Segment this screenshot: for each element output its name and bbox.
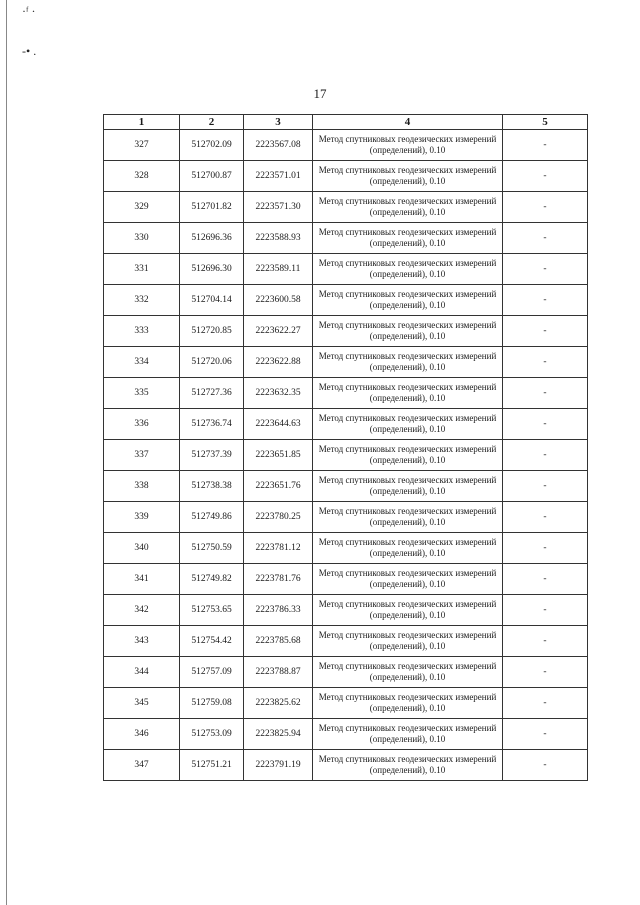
method-cell: Метод спутниковых геодезических измерений (определений), 0.10 [313,502,503,533]
point-number-cell: 332 [104,285,180,316]
x-coordinate-cell: 512737.39 [180,440,244,471]
point-number-cell: 338 [104,471,180,502]
x-coordinate-cell: 512702.09 [180,130,244,161]
description-cell: - [503,564,588,595]
description-cell: - [503,223,588,254]
table-row [104,161,588,192]
method-cell: Метод спутниковых геодезических измерений (определений), 0.10 [313,471,503,502]
table-row [104,192,588,223]
y-coordinate-cell: 2223589.11 [244,254,313,285]
method-cell: Метод спутниковых геодезических измерений (определений), 0.10 [313,192,503,223]
method-cell: Метод спутниковых геодезических измерений (определений), 0.10 [313,595,503,626]
table-row [104,316,588,347]
y-coordinate-cell: 2223651.85 [244,440,313,471]
y-coordinate-cell: 2223632.35 [244,378,313,409]
point-number-cell: 329 [104,192,180,223]
method-cell: Метод спутниковых геодезических измерений (определений), 0.10 [313,688,503,719]
table-row [104,688,588,719]
x-coordinate-cell: 512738.38 [180,471,244,502]
x-coordinate-cell: 512704.14 [180,285,244,316]
table-row [104,657,588,688]
point-number-cell: 334 [104,347,180,378]
column-header: 3 [244,115,313,130]
column-header: 5 [503,115,588,130]
y-coordinate-cell: 2223825.62 [244,688,313,719]
point-number-cell: 330 [104,223,180,254]
method-cell: Метод спутниковых геодезических измерений (определений), 0.10 [313,657,503,688]
description-cell: - [503,688,588,719]
method-cell: Метод спутниковых геодезических измерений (определений), 0.10 [313,161,503,192]
method-cell: Метод спутниковых геодезических измерений (определений), 0.10 [313,316,503,347]
method-cell: Метод спутниковых геодезических измерений (определений), 0.10 [313,564,503,595]
table-row [104,440,588,471]
x-coordinate-cell: 512720.06 [180,347,244,378]
point-number-cell: 336 [104,409,180,440]
table-row [104,254,588,285]
description-cell: - [503,285,588,316]
y-coordinate-cell: 2223781.12 [244,533,313,564]
table-row [104,626,588,657]
x-coordinate-cell: 512701.82 [180,192,244,223]
page-number: 17 [313,86,327,101]
method-cell: Метод спутниковых геодезических измерений (определений), 0.10 [313,223,503,254]
table-row [104,502,588,533]
table-row [104,564,588,595]
column-header: 1 [104,115,180,130]
y-coordinate-cell: 2223600.58 [244,285,313,316]
table-row [104,347,588,378]
y-coordinate-cell: 2223786.33 [244,595,313,626]
x-coordinate-cell: 512753.65 [180,595,244,626]
column-header: 4 [313,115,503,130]
description-cell: - [503,130,588,161]
table-row [104,130,588,161]
x-coordinate-cell: 512751.21 [180,750,244,781]
point-number-cell: 328 [104,161,180,192]
x-coordinate-cell: 512757.09 [180,657,244,688]
description-cell: - [503,347,588,378]
point-number-cell: 345 [104,688,180,719]
table-body [104,130,588,781]
method-cell: Метод спутниковых геодезических измерений (определений), 0.10 [313,719,503,750]
table-row [104,378,588,409]
method-cell: Метод спутниковых геодезических измерений (определений), 0.10 [313,130,503,161]
y-coordinate-cell: 2223622.27 [244,316,313,347]
y-coordinate-cell: 2223791.19 [244,750,313,781]
table-row [104,409,588,440]
x-coordinate-cell: 512749.82 [180,564,244,595]
method-cell: Метод спутниковых геодезических измерений (определений), 0.10 [313,409,503,440]
x-coordinate-cell: 512759.08 [180,688,244,719]
description-cell: - [503,471,588,502]
table-row [104,595,588,626]
point-number-cell: 347 [104,750,180,781]
y-coordinate-cell: 2223588.93 [244,223,313,254]
table-row [104,533,588,564]
description-cell: - [503,533,588,564]
x-coordinate-cell: 512700.87 [180,161,244,192]
y-coordinate-cell: 2223571.30 [244,192,313,223]
y-coordinate-cell: 2223781.76 [244,564,313,595]
method-cell: Метод спутниковых геодезических измерений (определений), 0.10 [313,626,503,657]
x-coordinate-cell: 512727.36 [180,378,244,409]
point-number-cell: 346 [104,719,180,750]
table-row [104,471,588,502]
coordinates-table [103,114,588,781]
point-number-cell: 339 [104,502,180,533]
description-cell: - [503,254,588,285]
x-coordinate-cell: 512753.09 [180,719,244,750]
y-coordinate-cell: 2223785.68 [244,626,313,657]
description-cell: - [503,657,588,688]
method-cell: Метод спутниковых геодезических измерений (определений), 0.10 [313,347,503,378]
description-cell: - [503,192,588,223]
method-cell: Метод спутниковых геодезических измерений (определений), 0.10 [313,750,503,781]
y-coordinate-cell: 2223651.76 [244,471,313,502]
y-coordinate-cell: 2223825.94 [244,719,313,750]
table-row [104,719,588,750]
point-number-cell: 327 [104,130,180,161]
table-row [104,223,588,254]
method-cell: Метод спутниковых геодезических измерений (определений), 0.10 [313,254,503,285]
method-cell: Метод спутниковых геодезических измерений (определений), 0.10 [313,533,503,564]
y-coordinate-cell: 2223788.87 [244,657,313,688]
point-number-cell: 335 [104,378,180,409]
point-number-cell: 333 [104,316,180,347]
x-coordinate-cell: 512720.85 [180,316,244,347]
description-cell: - [503,750,588,781]
description-cell: - [503,409,588,440]
description-cell: - [503,161,588,192]
y-coordinate-cell: 2223622.88 [244,347,313,378]
point-number-cell: 340 [104,533,180,564]
table-header-row [104,115,588,130]
description-cell: - [503,626,588,657]
point-number-cell: 344 [104,657,180,688]
y-coordinate-cell: 2223780.25 [244,502,313,533]
point-number-cell: 341 [104,564,180,595]
column-header: 2 [180,115,244,130]
point-number-cell: 342 [104,595,180,626]
scan-artifact-mark: -• . [22,44,37,58]
description-cell: - [503,595,588,626]
x-coordinate-cell: 512696.36 [180,223,244,254]
y-coordinate-cell: 2223571.01 [244,161,313,192]
description-cell: - [503,316,588,347]
x-coordinate-cell: 512696.30 [180,254,244,285]
point-number-cell: 337 [104,440,180,471]
y-coordinate-cell: 2223644.63 [244,409,313,440]
y-coordinate-cell: 2223567.08 [244,130,313,161]
x-coordinate-cell: 512736.74 [180,409,244,440]
table-row [104,285,588,316]
scan-artifact-mark: ·ᶠ · [22,4,36,18]
point-number-cell: 331 [104,254,180,285]
description-cell: - [503,440,588,471]
description-cell: - [503,719,588,750]
point-number-cell: 343 [104,626,180,657]
description-cell: - [503,378,588,409]
x-coordinate-cell: 512749.86 [180,502,244,533]
x-coordinate-cell: 512750.59 [180,533,244,564]
description-cell: - [503,502,588,533]
scan-left-edge [6,0,7,905]
x-coordinate-cell: 512754.42 [180,626,244,657]
method-cell: Метод спутниковых геодезических измерений (определений), 0.10 [313,440,503,471]
table-row [104,750,588,781]
method-cell: Метод спутниковых геодезических измерений (определений), 0.10 [313,378,503,409]
method-cell: Метод спутниковых геодезических измерений (определений), 0.10 [313,285,503,316]
